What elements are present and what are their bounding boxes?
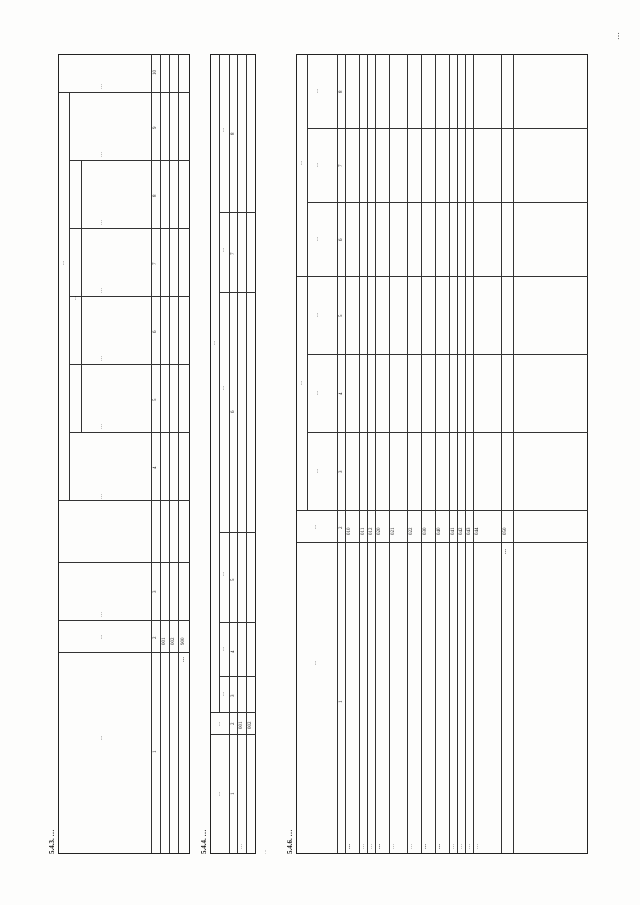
- row-label: …: [459, 844, 464, 849]
- row-code: 040: [437, 527, 442, 535]
- row-divider: [389, 54, 390, 853]
- col-code-header: …: [313, 524, 318, 530]
- row-label: …: [369, 844, 374, 849]
- row-label: …: [437, 844, 442, 849]
- col-number: 4: [153, 466, 158, 469]
- row-divider: [457, 54, 458, 853]
- col-name-header: …: [217, 791, 222, 797]
- col-incl-header: …: [73, 295, 78, 301]
- row-code: 012: [369, 527, 374, 535]
- section-5-4-4-title: 5.4.4. …: [200, 829, 208, 854]
- col-number: 3: [339, 470, 344, 473]
- row-code: 010: [347, 527, 352, 535]
- total-label: …: [503, 549, 508, 554]
- row-code: 041: [451, 527, 456, 535]
- col-number: 7: [339, 164, 344, 167]
- col-number: 1: [153, 750, 158, 753]
- row-code: 030: [423, 527, 428, 535]
- row-label: …: [475, 844, 480, 849]
- table-5-4-3: [58, 54, 190, 854]
- period-col-2: …: [315, 390, 320, 396]
- row-code: 022: [409, 527, 414, 535]
- row-code: 050: [503, 527, 508, 535]
- row-divider: [513, 54, 514, 853]
- col-number: 6: [153, 330, 158, 333]
- col-number: 5: [153, 398, 158, 401]
- col-number: 8: [339, 90, 344, 93]
- col-number: 8: [231, 132, 236, 135]
- row-divider: [421, 54, 422, 853]
- col-total-header: …: [99, 494, 104, 499]
- col-number: 4: [231, 650, 236, 653]
- col-code-header: …: [217, 721, 222, 727]
- row-label: …: [361, 844, 366, 849]
- table-5-4-6: [296, 54, 588, 854]
- sub-col-4: …: [221, 385, 226, 391]
- table-5-4-4: [210, 54, 256, 854]
- col-sum-header: …: [299, 160, 304, 166]
- row-divider: [473, 54, 474, 853]
- row-code: 021: [391, 527, 396, 535]
- col-number: 7: [231, 252, 236, 255]
- sub-col-3: …: [221, 571, 226, 577]
- row-divider: [375, 54, 376, 853]
- row-divider: [449, 54, 450, 853]
- row-divider: [359, 54, 360, 853]
- row-label: …: [409, 844, 414, 849]
- sub-col-1: …: [99, 424, 104, 429]
- row-label: …: [347, 844, 352, 849]
- row-code: 020: [377, 527, 382, 535]
- period-col-4: …: [315, 236, 320, 242]
- row-label: …: [377, 844, 382, 849]
- col-number: 10: [153, 70, 158, 75]
- period-col-1: …: [315, 468, 320, 474]
- row-code: 043: [467, 527, 472, 535]
- col-number: 1: [231, 792, 236, 795]
- col-number: 3: [153, 590, 158, 593]
- col-number: 2: [231, 722, 236, 725]
- row-code: 011: [361, 527, 366, 535]
- section-5-4-3-title: 5.4.3. …: [48, 829, 56, 854]
- row-label: …: [451, 844, 456, 849]
- row-label: …: [391, 844, 396, 849]
- col-number: 3: [231, 694, 236, 697]
- footnote: …: [262, 849, 267, 854]
- sub-col-1: …: [221, 691, 226, 697]
- col-number: 9: [153, 126, 158, 129]
- col-number: 1: [339, 700, 344, 703]
- row-code: 044: [475, 527, 480, 535]
- row-divider: [501, 54, 502, 853]
- form-number: …: [612, 32, 621, 40]
- col-number: 7: [153, 262, 158, 265]
- col-base-header: …: [299, 380, 304, 386]
- period-col-3: …: [315, 312, 320, 318]
- col-number: 8: [153, 194, 158, 197]
- row-divider: [435, 54, 436, 853]
- sub-col-5: …: [99, 152, 104, 157]
- sub-col-5: …: [221, 247, 226, 253]
- col-act-header: …: [212, 340, 217, 346]
- sub-col-2: …: [99, 356, 104, 361]
- row-code: 002: [171, 637, 176, 645]
- row-divider: [407, 54, 408, 853]
- col-name-header: …: [313, 660, 318, 666]
- total-code: 900: [181, 637, 186, 645]
- row-label: …: [423, 844, 428, 849]
- row-label: …: [239, 844, 244, 849]
- row-divider: [465, 54, 466, 853]
- col-group-header: …: [61, 260, 66, 266]
- sub-col-4: …: [99, 220, 104, 225]
- row-label: …: [467, 844, 472, 849]
- sub-col-3: …: [99, 288, 104, 293]
- col-number: 6: [339, 238, 344, 241]
- col-number: 2: [153, 636, 158, 639]
- sub-col-2: …: [221, 646, 226, 652]
- col-fund-header: …: [99, 84, 104, 89]
- rotated-form-content: [34, 40, 600, 860]
- section-5-4-6-title: 5.4.6. …: [286, 829, 294, 854]
- col-fot-header: …: [99, 612, 104, 617]
- col-code-header: …: [99, 634, 104, 640]
- col-number: 5: [231, 578, 236, 581]
- total-label: …: [181, 657, 186, 662]
- col-number: 5: [339, 314, 344, 317]
- row-code: 001: [239, 721, 244, 729]
- col-name-header: …: [99, 735, 104, 741]
- row-code: 002: [248, 721, 253, 729]
- col-number: 6: [231, 410, 236, 413]
- sub-col-6: …: [221, 127, 226, 133]
- row-code: 042: [459, 527, 464, 535]
- row-code: 001: [162, 637, 167, 645]
- col-number: 4: [339, 392, 344, 395]
- period-col-6: …: [315, 88, 320, 94]
- col-number: 2: [339, 526, 344, 529]
- period-col-5: …: [315, 162, 320, 168]
- row-divider: [367, 54, 368, 853]
